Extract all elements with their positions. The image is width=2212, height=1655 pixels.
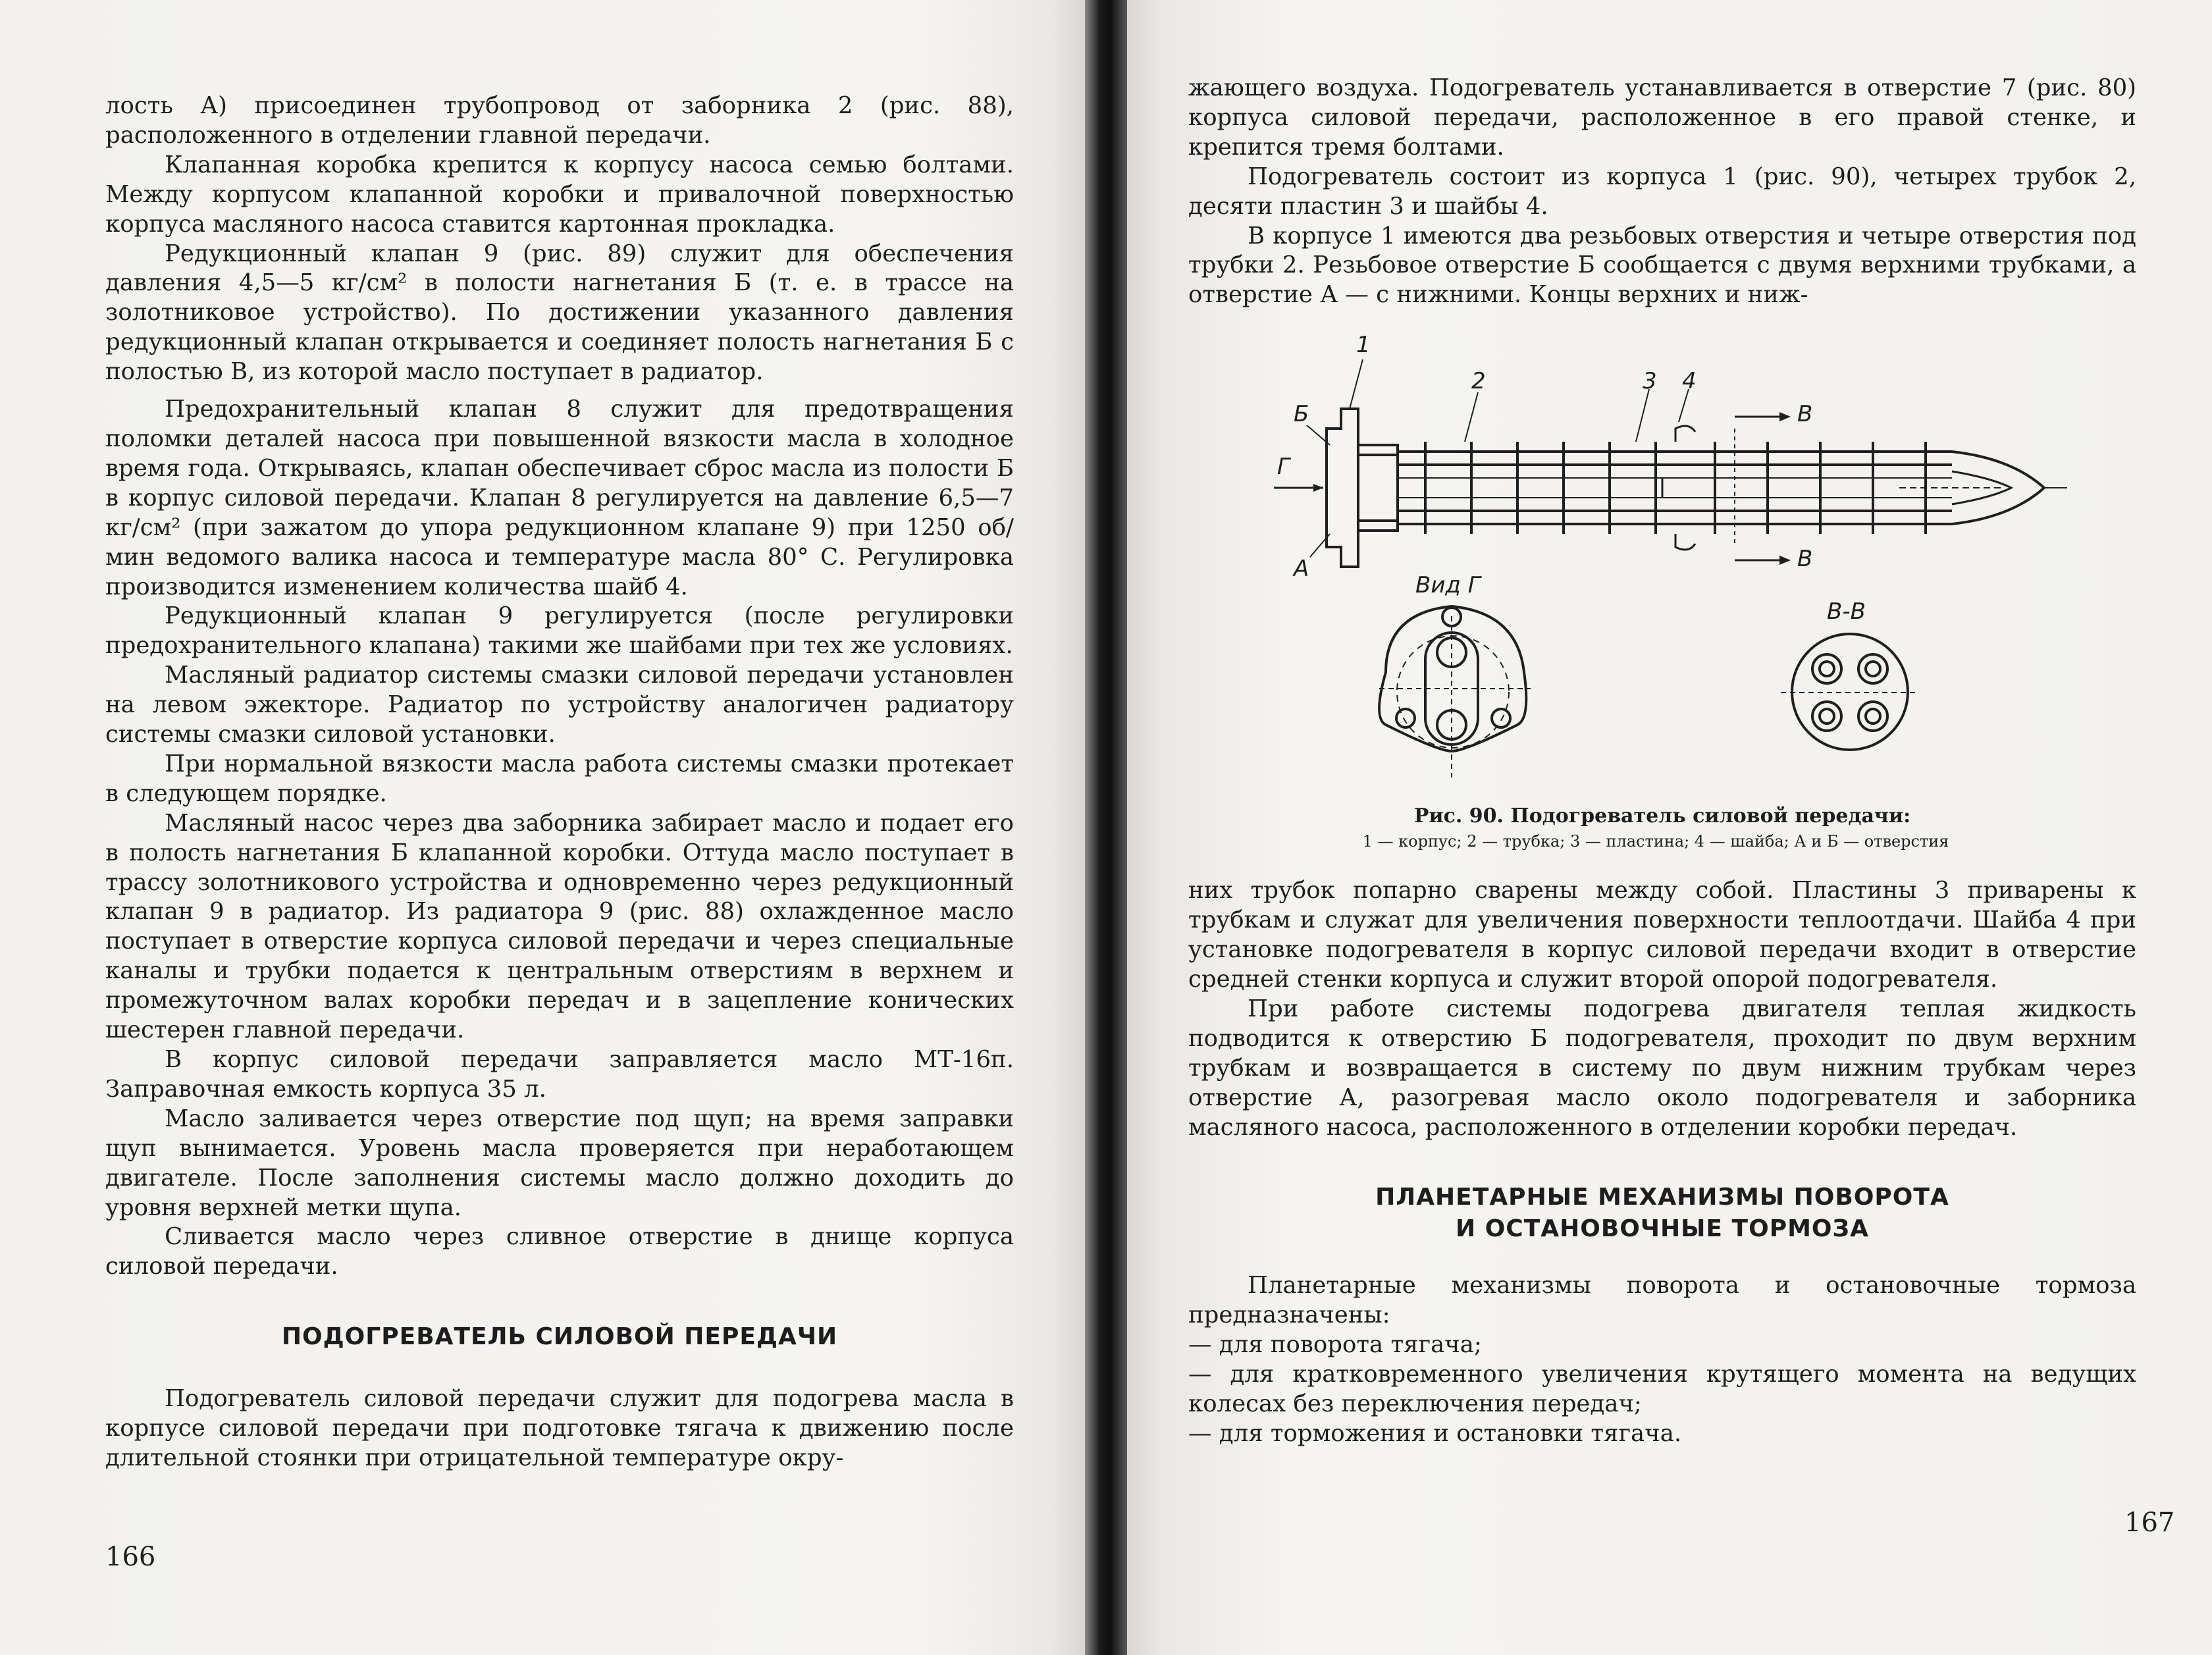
housing-block bbox=[1358, 445, 1398, 531]
paragraph: Сливается масло через сливное отверстие в днище корпуса силовой передачи. bbox=[105, 1223, 1014, 1280]
label-3: 3 bbox=[1643, 368, 1657, 395]
paragraph: Редукционный клапан 9 регулируется (после регулировки предохранительного клапана) такими же шайбами при тех же условиях. bbox=[105, 602, 1014, 660]
view-g-drawing bbox=[1379, 606, 1531, 777]
flange-outline bbox=[1327, 409, 1358, 567]
label-view-g: Вид Г bbox=[1415, 572, 1481, 599]
right-text-column bbox=[1188, 74, 2136, 1449]
page-number: 167 bbox=[2124, 1508, 2175, 1538]
paragraph: лость А) присоединен трубопровод от заборника 2 (рис. 88), расположенного в отделении главной передачи. bbox=[105, 92, 1014, 149]
heater-drawing bbox=[1188, 323, 2136, 804]
paragraph: Подогреватель состоит из корпуса 1 (рис. 90), четырех трубок 2, десяти пластин 3 и шайбы 4. bbox=[1188, 163, 2136, 220]
label-g: Г bbox=[1277, 454, 1290, 481]
paragraph: В корпусе 1 имеются два резьбовых отверстия и четыре отверстия под трубки 2. Резьбовое отверстие Б сообщается с двумя верхними трубками, а отверстие А — с нижними. Концы верхних и ниж- bbox=[1188, 222, 2136, 309]
figure-caption-title: Рис. 90. Подогреватель силовой передачи: bbox=[1413, 804, 1911, 828]
label-1: 1 bbox=[1356, 332, 1371, 359]
figure-caption-legend: 1 — корпус; 2 — трубка; 3 — пластина; 4 — шайба; А и Б — отверстия bbox=[1362, 832, 1949, 851]
left-text-column bbox=[105, 92, 1014, 1473]
label-4: 4 bbox=[1682, 368, 1697, 395]
label-section-vv: В-В bbox=[1827, 598, 1866, 625]
label-b: Б bbox=[1294, 401, 1309, 428]
label-a: А bbox=[1294, 556, 1309, 583]
figure-90 bbox=[1188, 323, 2136, 876]
list-item: — для торможения и остановки тягача. bbox=[1188, 1419, 1682, 1447]
paragraph: жающего воздуха. Подогреватель устанавливается в отверстие 7 (рис. 80) корпуса силовой передачи, расположенное в его правой стенке, и крепится тремя болтами. bbox=[1188, 74, 2136, 161]
label-v-top: В bbox=[1797, 401, 1813, 428]
paragraph: Клапанная коробка крепится к корпусу насоса семью болтами. Между корпусом клапанной коробки и привалочной поверхностью корпуса масляного насоса ставится картонная прокладка. bbox=[105, 151, 1014, 238]
book-spine-gutter bbox=[1085, 0, 1127, 1655]
list-item: — для кратковременного увеличения крутящего момента на ведущих колесах без переключения передач; bbox=[1188, 1361, 2136, 1418]
label-2: 2 bbox=[1471, 368, 1486, 395]
paragraph: Масляный радиатор системы смазки силовой передачи установлен на левом эжекторе. Радиатор по устройству аналогичен радиатору системы смазки силовой установки. bbox=[105, 662, 1014, 749]
label-v-bottom: В bbox=[1797, 546, 1813, 573]
plates bbox=[1425, 442, 1926, 534]
section-heading-line-1: ПЛАНЕТАРНЫЕ МЕХАНИЗМЫ ПОВОРОТА bbox=[1375, 1184, 1949, 1211]
paragraph: них трубок попарно сварены между собой. Пластины 3 приварены к трубкам и служат для увеличения поверхности теплоотдачи. Шайба 4 при установке подогревателя в корпус силовой передачи входит в отверстие средней стенки корпуса и служит второй опорой подогревателя. bbox=[1188, 877, 2136, 993]
section-vv-drawing bbox=[1781, 634, 1919, 750]
paragraph: Редукционный клапан 9 (рис. 89) служит для обеспечения давления 4,5—5 кг/см² в полости нагнетания Б (т. е. в трассе на золотниковое устройство). По достижении указанного давления редукционный клапан открывается и соединяет полость нагнетания Б с полостью В, из которой масло поступает в радиатор. bbox=[105, 240, 1014, 386]
left-page bbox=[0, 0, 1085, 1655]
paragraph: Масло заливается через отверстие под щуп; на время заправки щуп вынимается. Уровень масла проверяется при неработающем двигателе. После заполнения системы масло должно доходить до уровня верхней метки щупа. bbox=[105, 1105, 1014, 1221]
paragraph: Подогреватель силовой передачи служит для подогрева масла в корпусе силовой передачи при подготовке тягача к движению после длительной стоянки при отрицательной температуре окру- bbox=[105, 1385, 1014, 1472]
section-heading-line-2: И ОСТАНОВОЧНЫЕ ТОРМОЗА bbox=[1456, 1215, 1869, 1243]
paragraph: Планетарные механизмы поворота и остановочные тормоза предназначены: bbox=[1188, 1272, 2136, 1329]
section-heading: ПОДОГРЕВАТЕЛЬ СИЛОВОЙ ПЕРЕДАЧИ bbox=[281, 1323, 838, 1351]
list-item: — для поворота тягача; bbox=[1188, 1331, 1482, 1359]
paragraph: Масляный насос через два заборника забирает масло и подает его в полость нагнетания Б клапанной коробки. Оттуда масло поступает в трассу золотникового устройства и одновременно через редукционный клапан 9 в радиатор. Из радиатора 9 (рис. 88) охлажденное масло поступает в отверстие корпуса силовой передачи и через специальные каналы и трубки подается к центральным отверстиям в верхнем и промежуточном валах коробки передач и в зацепление конических шестерен главной передачи. bbox=[105, 809, 1014, 1044]
paragraph: В корпус силовой передачи заправляется масло МТ-16п. Заправочная емкость корпуса 35 л. bbox=[105, 1046, 1014, 1103]
paragraph: Предохранительный клапан 8 служит для предотвращения поломки деталей насоса при повышенной вязкости масла в холодное время года. Открываясь, клапан обеспечивает сброс масла из полости Б в корпус силовой передачи. Клапан 8 регулируется на давление 6,5—7 кг/см² (при зажатом до упора редукционном клапане 9) при 1250 об/мин ведомого валика насоса и температуре масла 80° С. Регулировка производится изменением количества шайб 4. bbox=[105, 396, 1014, 600]
paragraph: При нормальной вязкости масла работа системы смазки протекает в следующем порядке. bbox=[105, 750, 1014, 807]
page-number: 166 bbox=[105, 1542, 156, 1572]
paragraph: При работе системы подогрева двигателя теплая жидкость подводится к отверстию Б подогревателя, проходит по двум верхним трубкам и возвращается в систему по двум нижним трубкам через отверстие А, разогревая масло около подогревателя и заборника масляного насоса, расположенного в отделении коробки передач. bbox=[1188, 995, 2136, 1141]
right-page bbox=[1127, 0, 2212, 1655]
